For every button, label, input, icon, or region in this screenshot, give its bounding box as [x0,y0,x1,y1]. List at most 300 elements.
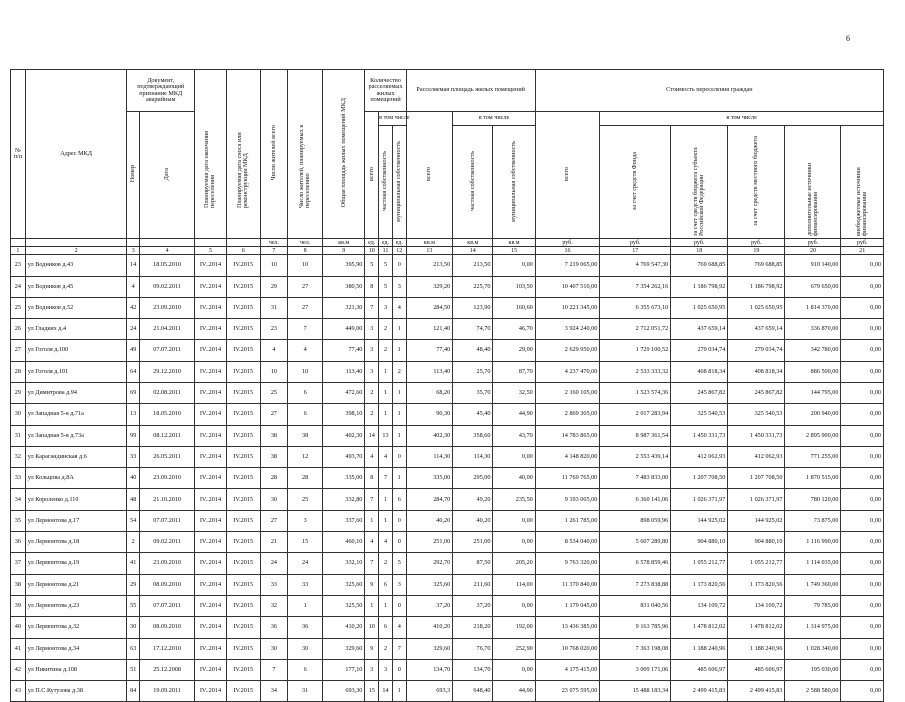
table-cell: 160,60 [493,297,535,318]
table-cell: 1 028 340,00 [785,638,841,659]
table-cell: 325,60 [323,574,365,595]
table-cell: 9 [365,638,379,659]
table-cell: 1 055 212,77 [671,553,728,574]
table-cell: 337,60 [323,510,365,531]
table-row [11,617,884,638]
table-cell: 1 186 798,92 [671,276,728,297]
table-cell: ул Западная 5-я д.73а [25,425,127,446]
table-cell: 6 [288,659,323,680]
table-cell: 1 [288,595,323,616]
table-cell: 5 [365,255,379,276]
table-cell: 68,20 [406,382,453,403]
table-cell: 1 025 650,95 [671,297,728,318]
table-cell: 1 114 035,00 [785,553,841,574]
table-cell: 41 [11,638,26,659]
col-area-municipal-header: муниципальная собственность [493,126,535,239]
table-cell: 10 [260,255,288,276]
table-cell: IV.2015 [226,681,260,702]
table-cell: 37,20 [406,595,453,616]
table-cell: 6 [288,404,323,425]
table-cell: IV..2014 [195,510,227,531]
table-cell: 0,00 [841,446,884,467]
table-cell: 218,20 [453,617,493,638]
table-cell: 831 040,56 [600,595,671,616]
table-cell: 321,30 [323,297,365,318]
table-cell: 0,00 [841,468,884,489]
table-cell: 25,70 [453,361,493,382]
table-cell: IV..2014 [195,595,227,616]
table-cell: 2 629 950,00 [535,340,600,361]
table-cell: 0 [392,510,406,531]
table-cell: IV.2015 [226,595,260,616]
table-row [11,361,884,382]
column-number-cell: 14 [453,247,493,255]
table-body [11,255,884,702]
table-cell: 2 [365,382,379,403]
table-cell: 29.12.2010 [140,361,195,382]
table-cell: 09.02.2011 [140,532,195,553]
table-cell: 18.05.2010 [140,255,195,276]
table-cell: 2 533 333,32 [600,361,671,382]
table-cell: 134 109,72 [728,595,785,616]
table-cell: IV.2015 [226,659,260,680]
column-numbers-row [11,247,884,255]
table-cell: 37 [11,553,26,574]
table-cell: 54 [127,510,140,531]
unit-cell [140,239,195,247]
table-cell: 342 780,00 [785,340,841,361]
table-cell: 295,00 [453,468,493,489]
table-cell: 898 059,96 [600,510,671,531]
table-cell: ул Короленко д.110 [25,489,127,510]
col-rooms-municipal-header: муниципальная собственность [392,126,406,239]
table-cell: 329,60 [323,638,365,659]
table-cell: 3 924 240,00 [535,319,600,340]
table-cell: 325 540,53 [728,404,785,425]
table-cell: 2 [379,638,393,659]
col-cost-incl-header: в том числе [600,112,884,126]
table-cell: 17.12.2010 [140,638,195,659]
table-cell: 15 [288,532,323,553]
table-cell: 37,20 [453,595,493,616]
table-cell: 07.07.2011 [140,510,195,531]
table-row [11,382,884,403]
table-cell: 27 [260,404,288,425]
table-cell: 2 [379,319,393,340]
table-cell: 4 175 415,00 [535,659,600,680]
table-cell: 771 255,00 [785,446,841,467]
table-cell: 6 [288,382,323,403]
table-cell: 0 [392,532,406,553]
table-cell: IV..2014 [195,340,227,361]
column-number-cell: 15 [493,247,535,255]
table-cell: 235,50 [493,489,535,510]
table-cell: 103,50 [493,276,535,297]
table-cell: 44,90 [493,681,535,702]
col-cost-local-header: за счет средств местного бюджета [728,126,785,239]
table-cell: 21 [260,532,288,553]
table-cell: IV.2015 [226,532,260,553]
table-cell: 4 [127,276,140,297]
col-demolition-header: Планируемая дата сноса или реконструкции МКД [226,70,260,239]
table-cell: 23 [11,255,26,276]
table-cell: 693,30 [323,681,365,702]
table-cell: IV..2014 [195,276,227,297]
table-cell: 25 [260,382,288,403]
resettlement-register-table [10,69,884,702]
table-cell: 24 [127,319,140,340]
column-number-cell: 4 [140,247,195,255]
table-cell: 1 [392,340,406,361]
table-cell: 213,50 [406,255,453,276]
table-cell: ул Гоголя д.101 [25,361,127,382]
table-cell: 36 [288,617,323,638]
table-cell: 42 [127,297,140,318]
table-cell: 292,70 [406,553,453,574]
table-cell: 63 [127,638,140,659]
table-cell: 3 [365,659,379,680]
table-cell: 30 [260,489,288,510]
table-cell: 1 [365,510,379,531]
table-cell: 472,60 [323,382,365,403]
table-cell: 23.09.2010 [140,553,195,574]
table-cell: 6 360 141,06 [600,489,671,510]
table-cell: 10 [260,361,288,382]
table-cell: 34 [11,489,26,510]
table-cell: 10 768 020,00 [535,638,600,659]
table-cell: 32,50 [493,382,535,403]
table-cell: 2 [127,532,140,553]
table-cell: 0,00 [493,446,535,467]
column-number-cell: 13 [406,247,453,255]
table-cell: IV..2014 [195,553,227,574]
col-area-total-header: всего [406,112,453,239]
table-cell: 134,70 [406,659,453,680]
table-cell: 7 [379,468,393,489]
table-cell: 36 [260,617,288,638]
table-cell: 33 [11,468,26,489]
table-cell: 2 869 305,00 [535,404,600,425]
table-cell: 40 [11,617,26,638]
col-cost-extrabudget-header: внебюджетные источники финансирования [841,126,884,239]
table-cell: 1 025 650,95 [728,297,785,318]
table-cell: IV.2015 [226,638,260,659]
table-cell: 5 [392,553,406,574]
table-cell: 2 712 051,72 [600,319,671,340]
table-cell: 1 261 785,00 [535,510,600,531]
table-cell: 1 186 798,92 [728,276,785,297]
table-cell: 245 867,82 [728,382,785,403]
table-cell: 1 [392,404,406,425]
table-cell: 27 [288,297,323,318]
table-cell: 114,30 [406,446,453,467]
table-cell: 4 237 470,00 [535,361,600,382]
table-cell: 0 [392,446,406,467]
table-cell: 485 606,97 [671,659,728,680]
table-cell: 7 [392,638,406,659]
unit-cell [226,239,260,247]
table-cell: 335,00 [406,468,453,489]
table-cell: IV..2014 [195,532,227,553]
table-cell: 408 818,34 [728,361,785,382]
table-cell: 4 [288,340,323,361]
table-row [11,276,884,297]
table-cell: 7 363 198,08 [600,638,671,659]
table-cell: 3 [392,276,406,297]
table-cell: 0,00 [493,510,535,531]
table-cell: 13 [127,404,140,425]
table-cell: 11 370 840,00 [535,574,600,595]
table-cell: 40,20 [406,510,453,531]
table-cell: 4 148 820,00 [535,446,600,467]
column-number-cell: 19 [728,247,785,255]
table-cell: IV..2014 [195,681,227,702]
unit-cell: руб. [535,239,600,247]
table-cell: 08.09.2010 [140,574,195,595]
table-cell: 7 354 262,16 [600,276,671,297]
table-cell: ул Димитрова д.94 [25,382,127,403]
table-cell: 0,00 [493,595,535,616]
table-cell: 0,00 [841,574,884,595]
table-cell: 49 [127,340,140,361]
table-cell: 84 [127,681,140,702]
table-cell: 40 [127,468,140,489]
table-row [11,595,884,616]
table-cell: 2 895 900,00 [785,425,841,446]
table-cell: 31 [11,425,26,446]
table-cell: 10 [288,255,323,276]
table-cell: 23 075 595,00 [535,681,600,702]
table-cell: 1 [379,510,393,531]
table-cell: 1 026 371,97 [671,489,728,510]
table-cell: 10 [365,617,379,638]
column-number-cell: 2 [25,247,127,255]
col-residents-total-header: Число жителей всего [260,70,288,239]
table-cell: 24 [260,553,288,574]
table-cell: 24 [288,553,323,574]
table-cell: ул Лермонтова д.19 [25,553,127,574]
table-cell: 77,40 [406,340,453,361]
unit-cell: ед. [365,239,379,247]
table-cell: 114,00 [493,574,535,595]
col-doc-date-header: Дата [140,112,195,239]
table-cell: 02.08.2011 [140,382,195,403]
table-cell: ул Гладких д.4 [25,319,127,340]
table-row [11,425,884,446]
table-cell: 8 987 361,54 [600,425,671,446]
table-row [11,681,884,702]
table-cell: 195 030,00 [785,659,841,680]
table-cell: 0,00 [841,382,884,403]
table-cell: 3 [379,297,393,318]
table-cell: IV..2014 [195,361,227,382]
table-cell: 144 925,02 [728,510,785,531]
table-cell: 245 867,82 [671,382,728,403]
table-cell: 1 450 331,73 [728,425,785,446]
table-cell: 30 [260,638,288,659]
table-cell: 1 [379,595,393,616]
table-row [11,574,884,595]
table-cell: 252,90 [493,638,535,659]
table-cell: 0,00 [841,361,884,382]
table-cell: 1 314 975,00 [785,617,841,638]
table-cell: 177,10 [323,659,365,680]
table-cell: 437 659,14 [671,319,728,340]
table-cell: IV..2014 [195,382,227,403]
table-cell: 15 [365,681,379,702]
table-cell: 0,00 [841,681,884,702]
column-number-cell: 7 [260,247,288,255]
unit-cell [11,239,26,247]
table-cell: 4 769 547,30 [600,255,671,276]
table-cell: 38 [11,574,26,595]
table-cell: IV..2014 [195,617,227,638]
table-cell: ул Водников д.52 [25,297,127,318]
table-cell: 33 [127,446,140,467]
col-area-incl-header: в том числе [453,112,536,126]
table-cell: 325,60 [406,574,453,595]
table-cell: ул П.С.Кутузова д.38 [25,681,127,702]
table-cell: IV.2015 [226,276,260,297]
table-cell: 1 478 812,02 [728,617,785,638]
table-cell: 410,20 [323,617,365,638]
unit-cell: чел. [260,239,288,247]
table-cell: 29,00 [493,340,535,361]
table-cell: 134 109,72 [671,595,728,616]
table-cell: 64 [127,361,140,382]
table-cell: 200 940,00 [785,404,841,425]
table-cell: IV.2015 [226,553,260,574]
table-cell: ул Лермонтова д.21 [25,574,127,595]
table-cell: ул Лермонтова д.18 [25,532,127,553]
column-number-cell: 16 [535,247,600,255]
table-cell: 0,00 [841,659,884,680]
table-cell: 0,00 [493,532,535,553]
table-cell: 2 499 415,83 [671,681,728,702]
table-cell: 1 [379,489,393,510]
table-cell: 437 659,14 [728,319,785,340]
table-cell: 33 [260,574,288,595]
table-cell: 1 [392,681,406,702]
table-cell: 32 [11,446,26,467]
table-cell: 4 [260,340,288,361]
table-cell: 40,20 [453,510,493,531]
table-cell: 10 [288,361,323,382]
table-cell: 0,00 [841,425,884,446]
table-cell: ул Водников д.45 [25,276,127,297]
table-cell: 7 [365,297,379,318]
table-cell: ул Лермонтова д.17 [25,510,127,531]
table-cell: 14 [365,425,379,446]
table-cell: 9 [365,574,379,595]
table-cell: 0,00 [841,297,884,318]
table-cell: 769 688,85 [728,255,785,276]
table-row [11,659,884,680]
table-cell: 74,70 [453,319,493,340]
col-area-private-header: частная собственность [453,126,493,239]
table-cell: 8 [365,468,379,489]
table-cell: IV.2015 [226,382,260,403]
table-cell: 6 [379,617,393,638]
table-cell: IV.2015 [226,489,260,510]
table-cell: 0,00 [841,276,884,297]
col-cost-additional-header: дополнительные источники финансирования [785,126,841,239]
col-area-group-header: Расселяемая площадь жилых помещений [406,70,535,112]
unit-cell: ед. [392,239,406,247]
table-cell: 1 450 331,73 [671,425,728,446]
table-cell: 412 062,93 [728,446,785,467]
table-cell: 3 [365,319,379,340]
unit-cell [127,239,140,247]
table-cell: 25 [11,297,26,318]
table-cell: 0,00 [841,340,884,361]
unit-cell [25,239,127,247]
table-cell: ул Лермонтова д.23 [25,595,127,616]
table-cell: 8 534 040,00 [535,532,600,553]
table-cell: IV.2015 [226,319,260,340]
table-cell: 358,60 [453,425,493,446]
table-cell: 780 120,00 [785,489,841,510]
column-number-cell: 21 [841,247,884,255]
table-cell: 2 160 105,00 [535,382,600,403]
table-cell: 325 540,53 [671,404,728,425]
table-cell: 0 [392,255,406,276]
table-cell: 4 [379,532,393,553]
table-cell: 2 553 439,14 [600,446,671,467]
column-number-cell: 6 [226,247,260,255]
unit-cell: кв.м [493,239,535,247]
col-rooms-incl-header: в том числе [379,112,407,126]
table-cell: 5 [379,276,393,297]
table-cell: 4 [365,446,379,467]
table-cell: 1 [365,595,379,616]
table-cell: 0,00 [493,659,535,680]
col-doc-number-header: Номер [127,112,140,239]
table-cell: 6 355 673,10 [600,297,671,318]
table-cell: 23.09.2010 [140,297,195,318]
table-cell: IV..2014 [195,425,227,446]
table-cell: 205,20 [493,553,535,574]
table-cell: 693,3 [406,681,453,702]
col-total-area-header: Общая площадь жилых помещений МКД [323,70,365,239]
table-cell: 7 [288,319,323,340]
table-cell: 144 795,00 [785,382,841,403]
column-number-cell: 11 [379,247,393,255]
table-row [11,297,884,318]
col-rooms-group-header: Количество расселяемых жилых помещений [365,70,406,112]
col-cost-fund-header: за счет средств Фонда [600,126,671,239]
table-cell: 4 [392,617,406,638]
table-cell: ул Лермонтова д.32 [25,617,127,638]
table-cell: 412 062,93 [671,446,728,467]
table-cell: IV.2015 [226,340,260,361]
table-cell: 46,70 [493,319,535,340]
table-cell: 279 034,74 [671,340,728,361]
table-cell: 23 [260,319,288,340]
table-cell: 10 407 510,00 [535,276,600,297]
table-cell: 332,80 [323,489,365,510]
table-cell: 1 207 708,50 [671,468,728,489]
table-cell: 13 [379,425,393,446]
table-cell: ул Кольцова д.8А [25,468,127,489]
table-cell: 3 [379,659,393,680]
column-number-cell: 17 [600,247,671,255]
table-cell: 493,70 [323,446,365,467]
table-cell: 07.07.2011 [140,340,195,361]
table-cell: 144 925,02 [671,510,728,531]
table-cell: IV..2014 [195,489,227,510]
table-cell: 114,30 [453,446,493,467]
